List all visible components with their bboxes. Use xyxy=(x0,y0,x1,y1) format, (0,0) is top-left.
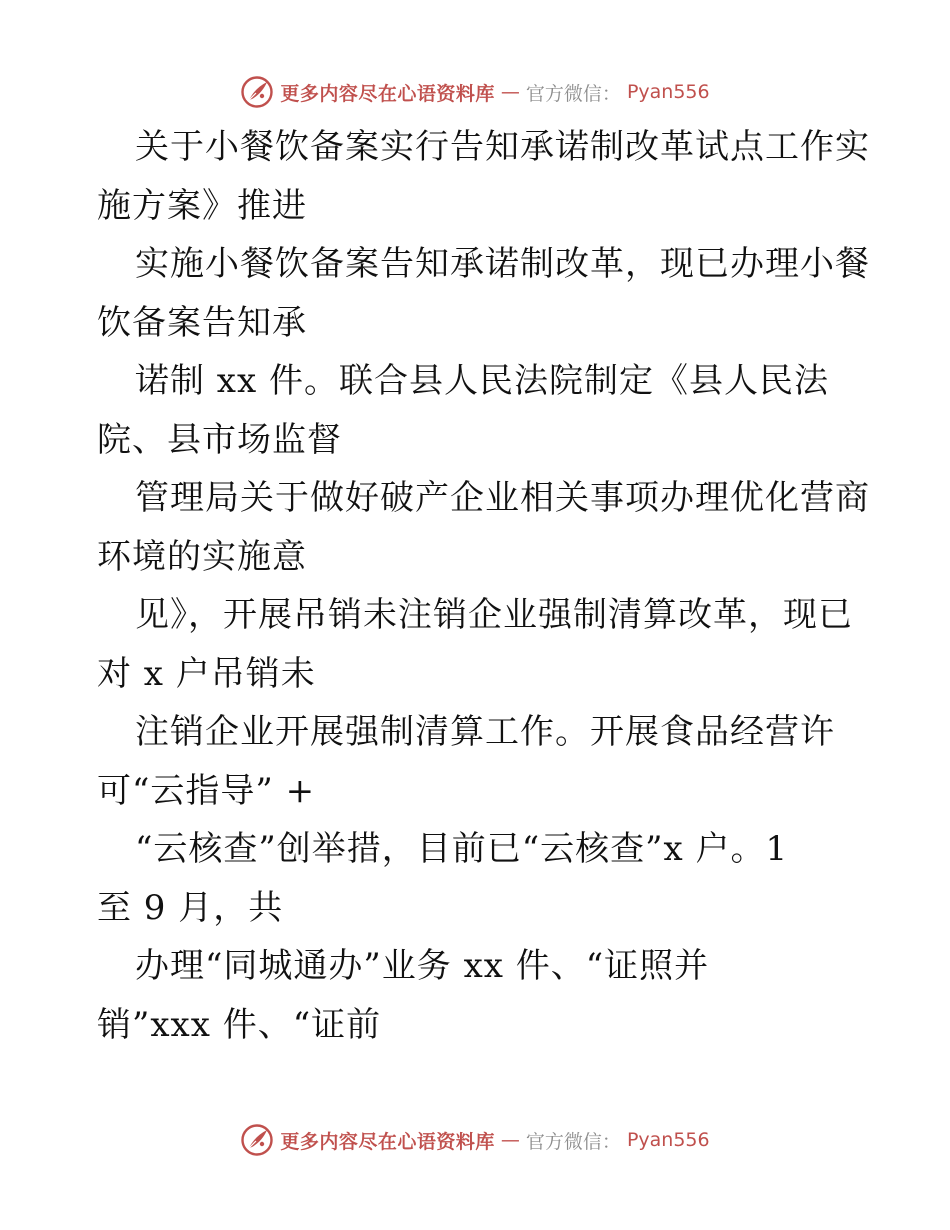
watermark-brand: 更多内容尽在心语资料库 xyxy=(280,82,495,105)
text-line: 管理局关于做好破产企业相关事项办理优化营商 xyxy=(135,478,870,518)
text-line: 办理“同城通办”业务 xx 件、“证照并 xyxy=(135,946,710,986)
watermark-wechat-id: Pyan556 xyxy=(626,1129,710,1151)
watermark-official-label: 官方微信： xyxy=(525,82,621,105)
feather-pen-circle-icon xyxy=(240,75,274,109)
header-watermark xyxy=(0,72,950,112)
feather-pen-circle-icon xyxy=(240,1123,274,1157)
text-line: 实施小餐饮备案告知承诺制改革，现已办理小餐 xyxy=(135,244,870,284)
watermark-official-label: 官方微信： xyxy=(525,1130,621,1153)
text-line: 环境的实施意 xyxy=(97,536,307,577)
text-line: 诺制 xx 件。联合县人民法院制定《县人民法 xyxy=(135,361,829,401)
text-line: “云核查”创举措，目前已“云核查”x 户。1 xyxy=(135,829,789,869)
text-line: 见》，开展吊销未注销企业强制清算改革，现已 xyxy=(135,595,853,635)
text-line: 施方案》推进 xyxy=(97,185,307,226)
text-line: 可“云指导” + xyxy=(97,770,316,811)
watermark-dash: — xyxy=(500,81,520,103)
text-line: 销”xxx 件、“证前 xyxy=(97,1004,382,1045)
text-line: 至 9 月，共 xyxy=(97,887,284,928)
watermark-dash: — xyxy=(500,1129,520,1151)
document-body xyxy=(97,118,870,1054)
text-line: 院、县市场监督 xyxy=(97,419,342,460)
text-line: 对 x 户吊销未 xyxy=(97,653,316,694)
watermark-wechat-id: Pyan556 xyxy=(626,81,710,103)
text-line: 饮备案告知承 xyxy=(97,302,307,343)
watermark-brand: 更多内容尽在心语资料库 xyxy=(280,1130,495,1153)
text-line: 关于小餐饮备案实行告知承诺制改革试点工作实 xyxy=(135,127,870,167)
footer-watermark xyxy=(0,1120,950,1160)
text-line: 注销企业开展强制清算工作。开展食品经营许 xyxy=(135,712,835,752)
